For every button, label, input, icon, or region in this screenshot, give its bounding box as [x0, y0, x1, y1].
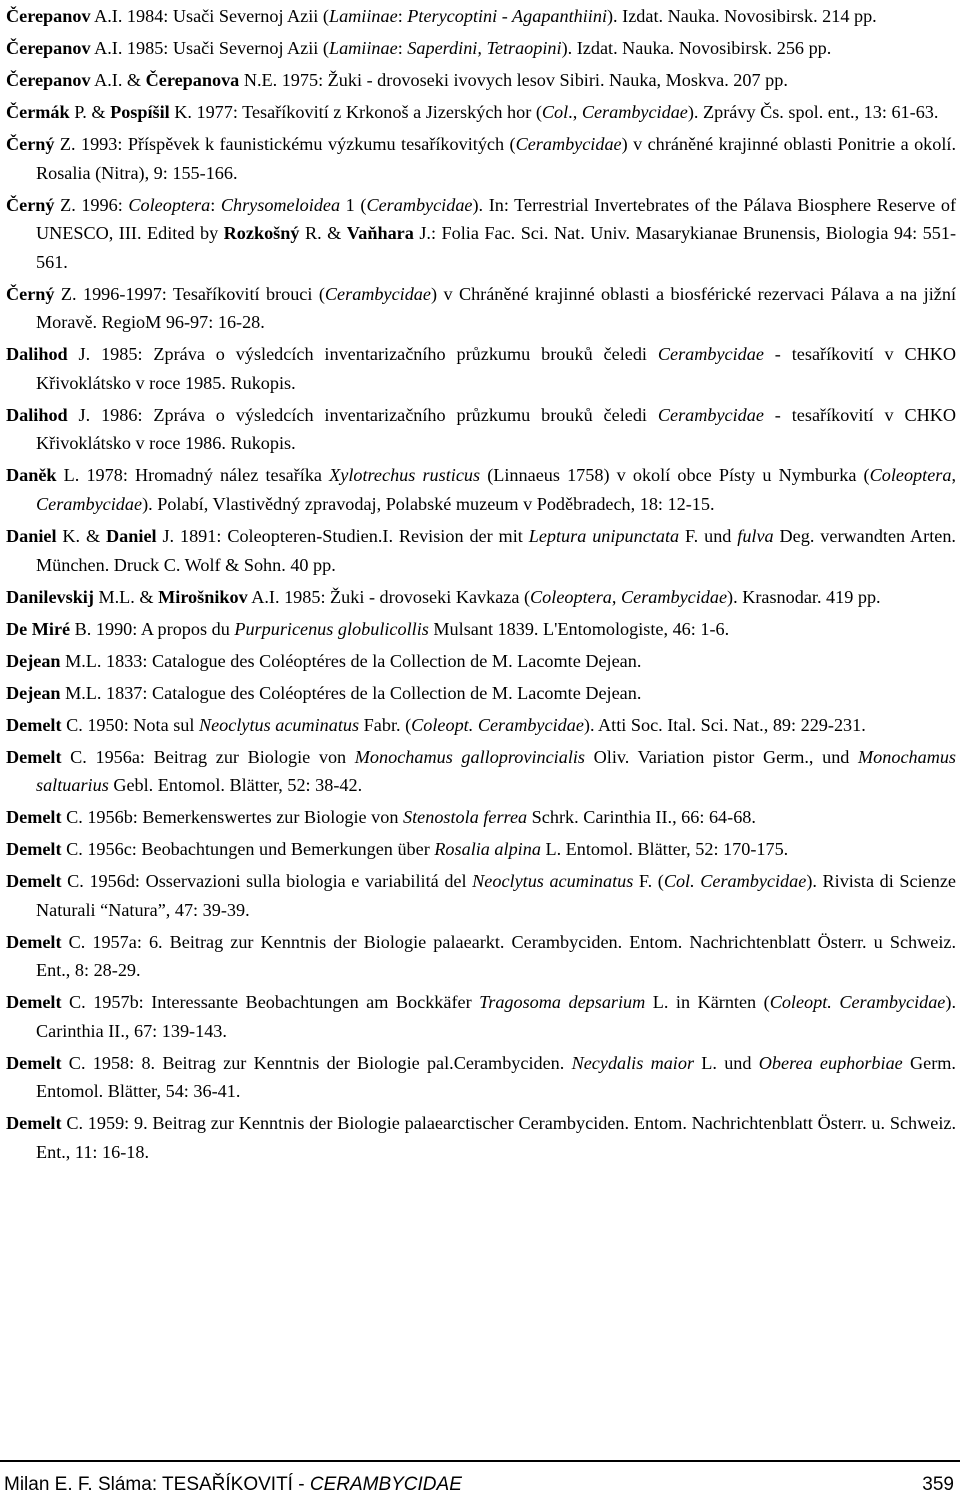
reference-entry — [6, 401, 956, 458]
reference-entry — [6, 98, 956, 127]
reference-text: K. & — [56, 526, 107, 546]
taxon-name: Cerambycidae — [366, 194, 473, 215]
reference-text: ). Carinthia II., 67: 139-143. — [36, 992, 956, 1041]
reference-text: J.: Folia Fac. Sci. Nat. Univ. Masarykianae Brunensis, Biologia 94: 551-561. — [36, 223, 957, 272]
author-name: Demelt — [6, 1052, 62, 1073]
reference-text: ). Zprávy Čs. spol. ent., 13: 61-63. — [687, 101, 939, 122]
reference-entry — [6, 522, 956, 579]
reference-entry — [6, 461, 956, 518]
reference-text: ). Atti Soc. Ital. Sci. Nat., 89: 229-231. — [583, 714, 866, 735]
taxon-name: Coleoptera — [128, 194, 211, 215]
reference-text: ). Polabí, Vlastivědný zpravodaj, Polabské muzeum v Poděbradech, 18: 12-15. — [142, 494, 715, 515]
reference-text: J. 1985: Zpráva o výsledcích inventarizačního průzkumu brouků čeledi — [67, 344, 658, 365]
taxon-name: Purpuricenus globulicollis — [234, 618, 429, 639]
reference-text: - tesaříkovití v CHKO Křivoklátsko v roce 1985. Rukopis. — [36, 344, 956, 393]
reference-text: F. ( — [633, 871, 664, 892]
reference-text: L. 1978: Hromadný nález tesaříka — [56, 465, 330, 486]
author-name: Daniel — [6, 526, 57, 546]
reference-text: ) v Chráněné krajinné oblasti a biosférické rezervaci Pálava a na jižní Moravě. RegioM 96-97: 16-28. — [36, 283, 956, 333]
author-name: Rozkošný — [223, 223, 300, 244]
taxon-name: Cerambycidae — [581, 101, 688, 122]
reference-text: Z. 1996-1997: Tesaříkovití brouci ( — [54, 283, 325, 304]
taxon-name: Rosalia alpina — [434, 839, 541, 860]
reference-text: C. 1959: 9. Beitrag zur Kenntnis der Biologie palaearctischer Cerambyciden. Entom. Nachrichtenblatt Österr. u. Schweiz. Ent., 11: 16-18. — [36, 1113, 956, 1162]
author-name: Demelt — [6, 839, 62, 860]
reference-text: ). Izdat. Nauka. Novosibirsk. 214 pp. — [607, 6, 877, 26]
taxon-name: Coleopt. Cerambycidae — [769, 992, 946, 1013]
reference-text: J. 1986: Zpráva o výsledcích inventarizačního průzkumu brouků čeledi — [67, 404, 658, 425]
taxon-name: Cerambycidae — [657, 404, 764, 425]
reference-text: C. 1957a: 6. Beitrag zur Kenntnis der Biologie palaearkt. Cerambyciden. Entom. Nachrichtenblatt Österr. u Schweiz. Ent., 8: 28-29. — [36, 931, 956, 981]
reference-text: ., — [568, 101, 582, 122]
reference-text: M.L. 1833: Catalogue des Coléoptéres de la Collection de M. Lacomte Dejean. — [60, 650, 642, 671]
author-name: Vaňhara — [346, 223, 414, 244]
reference-text: ). Rivista di Scienze Naturali “Natura”, 47: 39-39. — [36, 871, 956, 920]
reference-text: : — [210, 194, 221, 215]
author-name: Demelt — [6, 1113, 62, 1134]
reference-text: ). In: Terrestrial Invertebrates of the Pálava Biosphere Reserve of UNESCO, III. Edited by — [36, 194, 957, 244]
taxon-name: Leptura unipunctata — [528, 526, 680, 546]
reference-text: Z. 1993: Příspěvek k faunistickému výzkumu tesaříkovitých ( — [54, 133, 516, 154]
footer-title: CERAMBYCIDAE — [309, 1474, 462, 1495]
reference-text: Fabr. ( — [359, 714, 412, 735]
reference-text: A.I. 1985: Žuki - drovoseki Kavkaza ( — [247, 586, 531, 607]
author-name: Demelt — [6, 931, 62, 952]
author-name: Demelt — [6, 992, 62, 1013]
reference-text: P. & — [69, 101, 111, 122]
reference-text: C. 1956d: Osservazioni sulla biologia e variabilitá del — [61, 871, 473, 892]
author-name: Pospíšil — [110, 101, 170, 122]
taxon-name: Lamiinae — [328, 6, 398, 26]
author-name: Dalihod — [6, 344, 68, 365]
taxon-name: Tragosoma depsarium — [479, 992, 646, 1013]
running-footer — [4, 1474, 462, 1496]
taxon-name: Cerambycidae — [324, 283, 431, 304]
taxon-name: Cerambycidae — [620, 586, 728, 607]
reference-text: F. und — [679, 526, 738, 546]
reference-text: 1 ( — [340, 194, 367, 215]
taxon-name: Col — [541, 101, 569, 122]
reference-text: A.I. 1985: Usači Severnoj Azii ( — [90, 37, 329, 58]
reference-text: R. & — [299, 223, 347, 244]
author-name: Daněk — [6, 465, 57, 486]
author-name: Čerepanov — [6, 37, 91, 58]
taxon-name: Monochamus galloprovincialis — [354, 746, 586, 767]
footer-rule — [0, 1460, 960, 1462]
reference-text: M.L. & — [93, 586, 159, 607]
taxon-name: Chrysomeloidea — [220, 194, 341, 215]
reference-text: Germ. Entomol. Blätter, 54: 36-41. — [36, 1052, 956, 1102]
reference-text: L. in Kärnten ( — [645, 992, 770, 1013]
reference-entry — [6, 711, 956, 740]
reference-entry — [6, 191, 956, 277]
reference-entry — [6, 130, 956, 187]
reference-entry — [6, 2, 956, 31]
reference-entry — [6, 743, 956, 800]
reference-text: ) v chráněné krajinné oblasti Ponitrie a okolí. Rosalia (Nitra), 9: 155-166. — [36, 133, 957, 183]
reference-entry — [6, 803, 956, 832]
reference-entry — [6, 679, 956, 708]
taxon-name: Cerambycidae — [36, 494, 143, 515]
reference-entry — [6, 34, 956, 63]
taxon-name: Necydalis maior — [571, 1052, 695, 1073]
taxon-name: Coleoptera — [869, 465, 952, 486]
reference-text: J. 1891: Coleopteren-Studien.I. Revision der mit — [156, 526, 529, 546]
author-name: Dalihod — [6, 404, 68, 425]
reference-text: ). Krasnodar. 419 pp. — [727, 586, 881, 607]
reference-text: (Linnaeus 1758) v okolí obce Písty u Nymburka ( — [480, 465, 870, 486]
author-name: Danilevskij — [6, 586, 94, 607]
taxon-name: Coleoptera — [530, 586, 612, 607]
reference-text: Oliv. Variation pistor Germ., und — [585, 746, 859, 767]
reference-text: A.I. 1984: Usači Severnoj Azii ( — [90, 6, 329, 26]
reference-text: Z. 1996: — [54, 194, 129, 215]
taxon-name: Oberea euphorbiae — [758, 1052, 903, 1073]
reference-text: Gebl. Entomol. Blätter, 52: 38-42. — [108, 775, 363, 796]
taxon-name: Cerambycidae — [515, 133, 622, 154]
reference-text: K. 1977: Tesaříkovití z Krkonoš a Jizerských hor ( — [169, 101, 542, 122]
author-name: Čermák — [6, 101, 70, 122]
reference-entry — [6, 988, 956, 1045]
taxon-name: Neoclytus acuminatus — [198, 714, 360, 735]
reference-text: , — [611, 586, 621, 607]
reference-entry — [6, 615, 956, 644]
reference-text: , — [951, 465, 956, 486]
reference-text: Mulsant 1839. L'Entomologiste, 46: 1-6. — [428, 618, 730, 639]
reference-text: L. und — [694, 1052, 759, 1073]
author-name: Dejean — [6, 682, 61, 703]
reference-text: C. 1950: Nota sul — [61, 714, 199, 735]
reference-text: C. 1958: 8. Beitrag zur Kenntnis der Biologie pal.Cerambyciden. — [61, 1052, 572, 1073]
author-name: Daniel — [106, 526, 157, 546]
author-name: Dejean — [6, 650, 61, 671]
taxon-name: fulva — [737, 526, 774, 546]
taxon-name: Pterycoptini - Agapanthiini — [407, 6, 607, 26]
reference-text: C. 1956a: Beitrag zur Biologie von — [61, 746, 355, 767]
author-name: Demelt — [6, 871, 62, 892]
reference-text: C. 1956c: Beobachtungen und Bemerkungen über — [61, 839, 435, 860]
reference-text: ). Izdat. Nauka. Novosibirsk. 256 pp. — [561, 37, 832, 58]
page-number: 359 — [922, 1474, 954, 1495]
reference-text: Schrk. Carinthia II., 66: 64-68. — [527, 807, 756, 828]
reference-entry — [6, 928, 956, 985]
reference-text: Deg. verwandten Arten. München. Druck C. Wolf & Sohn. 40 pp. — [36, 526, 956, 575]
reference-entry — [6, 280, 956, 337]
footer-author: Milan E. F. Sláma: TESAŘÍKOVITÍ - — [4, 1474, 310, 1495]
author-name: Černý — [6, 283, 55, 304]
reference-text: C. 1957b: Interessante Beobachtungen am Bockkäfer — [61, 992, 480, 1013]
taxon-name: Col. Cerambycidae — [663, 871, 807, 892]
reference-text: C. 1956b: Bemerkenswertes zur Biologie von — [61, 807, 404, 828]
reference-entry — [6, 340, 956, 397]
taxon-name: Coleopt. Cerambycidae — [411, 714, 584, 735]
reference-text: B. 1990: A propos du — [70, 618, 235, 639]
author-name: Černý — [6, 194, 55, 215]
reference-entry — [6, 835, 956, 864]
reference-text: A.I. & — [90, 69, 146, 90]
reference-entry — [6, 647, 956, 676]
author-name: Demelt — [6, 746, 62, 767]
author-name: Černý — [6, 133, 55, 154]
taxon-name: Neoclytus acuminatus — [472, 871, 634, 892]
reference-entry — [6, 1049, 956, 1106]
author-name: Čerepanova — [145, 69, 240, 90]
taxon-name: Xylotrechus rusticus — [329, 465, 481, 486]
reference-text: : — [397, 6, 408, 26]
author-name: Demelt — [6, 807, 62, 828]
taxon-name: Stenostola ferrea — [403, 807, 528, 828]
reference-text: N.E. 1975: Žuki - drovoseki ivovych lesov Sibiri. Nauka, Moskva. 207 pp. — [239, 69, 788, 90]
author-name: Mirošnikov — [158, 586, 248, 607]
reference-text: L. Entomol. Blätter, 52: 170-175. — [540, 839, 789, 860]
reference-text: : — [397, 37, 408, 58]
reference-list — [6, 2, 956, 1170]
taxon-name: Saperdini, Tetraopini — [407, 37, 562, 58]
taxon-name: Cerambycidae — [657, 344, 764, 365]
author-name: Demelt — [6, 714, 62, 735]
reference-text: M.L. 1837: Catalogue des Coléoptéres de la Collection de M. Lacomte Dejean. — [60, 682, 642, 703]
author-name: De Miré — [6, 618, 71, 639]
taxon-name: Monochamus saltuarius — [36, 746, 957, 796]
taxon-name: Lamiinae — [328, 37, 398, 58]
reference-entry — [6, 867, 956, 924]
reference-text: - tesaříkovití v CHKO Křivoklátsko v roce 1986. Rukopis. — [36, 404, 956, 454]
reference-entry — [6, 583, 956, 612]
author-name: Čerepanov — [6, 6, 91, 26]
author-name: Čerepanov — [6, 69, 91, 90]
reference-entry — [6, 66, 956, 95]
reference-entry — [6, 1109, 956, 1166]
